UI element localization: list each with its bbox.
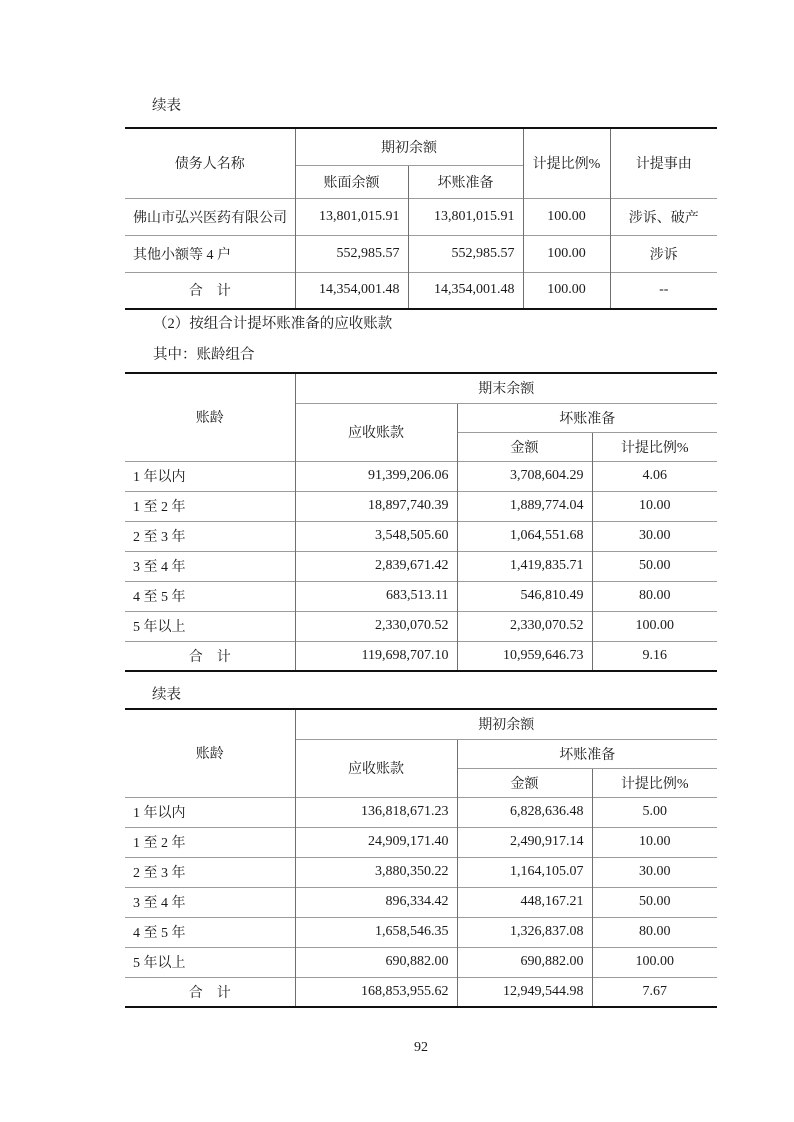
amount-value: 3,708,604.29 — [457, 461, 592, 491]
aging-label: 2 至 3 年 — [125, 857, 295, 887]
provision-value: 552,985.57 — [408, 235, 523, 272]
debtor-name: 佛山市弘兴医药有限公司 — [125, 198, 295, 235]
table-row — [125, 491, 717, 521]
aging-label: 1 至 2 年 — [125, 491, 295, 521]
column-header-provision-ratio: 计提比例% — [592, 432, 717, 461]
receivable-value: 683,513.11 — [295, 581, 457, 611]
column-header-provision-ratio: 计提比例% — [523, 128, 610, 198]
amount-value: 546,810.49 — [457, 581, 592, 611]
ratio-value: 10.00 — [592, 827, 717, 857]
column-header-beginning-balance: 期初余额 — [295, 709, 717, 739]
amount-value: 1,164,105.07 — [457, 857, 592, 887]
receivable-value: 896,334.42 — [295, 887, 457, 917]
debtor-name: 其他小额等 4 户 — [125, 235, 295, 272]
receivable-value: 690,882.00 — [295, 947, 457, 977]
continued-table-label-2: 续表 — [152, 687, 181, 703]
column-header-debtor: 债务人名称 — [174, 157, 245, 173]
ratio-value: 80.00 — [592, 581, 717, 611]
page-number: 92 — [414, 1040, 428, 1055]
amount-value: 2,490,917.14 — [457, 827, 592, 857]
table-row — [125, 198, 717, 235]
receivable-value: 2,330,070.52 — [295, 611, 457, 641]
provision-value: 13,801,015.91 — [408, 198, 523, 235]
table-row — [125, 917, 717, 947]
ratio-value: 100.00 — [523, 198, 610, 235]
receivable-value: 3,548,505.60 — [295, 521, 457, 551]
column-header-bad-debt-provision: 坏账准备 — [408, 165, 523, 198]
reason-value: 涉诉 — [610, 235, 717, 272]
total-amount: 12,949,544.98 — [457, 977, 592, 1007]
ratio-value: 100.00 — [592, 947, 717, 977]
aging-label: 1 至 2 年 — [125, 827, 295, 857]
table-row — [125, 827, 717, 857]
receivable-value: 24,909,171.40 — [295, 827, 457, 857]
receivable-value: 3,880,350.22 — [295, 857, 457, 887]
ratio-value: 4.06 — [592, 461, 717, 491]
table-header-row — [125, 709, 717, 739]
ratio-value: 50.00 — [592, 887, 717, 917]
column-header-bad-debt-provision: 坏账准备 — [457, 403, 717, 432]
ratio-value: 30.00 — [592, 521, 717, 551]
column-header-book-balance: 账面余额 — [295, 165, 408, 198]
total-ratio: 9.16 — [592, 641, 717, 671]
aging-label: 3 至 4 年 — [125, 551, 295, 581]
receivable-value: 91,399,206.06 — [295, 461, 457, 491]
table-total-row — [125, 272, 717, 309]
receivable-value: 1,658,546.35 — [295, 917, 457, 947]
ratio-value: 100.00 — [592, 611, 717, 641]
total-amount: 10,959,646.73 — [457, 641, 592, 671]
aging-label: 2 至 3 年 — [125, 521, 295, 551]
aging-label: 4 至 5 年 — [125, 581, 295, 611]
table-row — [125, 887, 717, 917]
column-header-provision-reason: 计提事由 — [610, 128, 717, 198]
total-reason: -- — [610, 272, 717, 309]
aging-ending-balance-table — [125, 372, 717, 672]
receivable-value: 18,897,740.39 — [295, 491, 457, 521]
amount-value: 1,064,551.68 — [457, 521, 592, 551]
total-receivable: 119,698,707.10 — [295, 641, 457, 671]
table-row — [125, 947, 717, 977]
column-header-aging: 账龄 — [195, 411, 224, 427]
table-row — [125, 797, 717, 827]
amount-value: 2,330,070.52 — [457, 611, 592, 641]
total-provision: 14,354,001.48 — [408, 272, 523, 309]
column-header-amount: 金额 — [457, 768, 592, 797]
column-header-amount: 金额 — [457, 432, 592, 461]
column-header-receivable: 应收账款 — [295, 739, 457, 797]
ratio-value: 5.00 — [592, 797, 717, 827]
total-label: 合 计 — [125, 272, 295, 309]
paragraph-aging-group: 其中：账龄组合 — [153, 347, 255, 363]
amount-value: 6,828,636.48 — [457, 797, 592, 827]
aging-label: 1 年以内 — [125, 461, 295, 491]
reason-value: 涉诉、破产 — [610, 198, 717, 235]
total-ratio: 100.00 — [523, 272, 610, 309]
total-receivable: 168,853,955.62 — [295, 977, 457, 1007]
book-balance-value: 552,985.57 — [295, 235, 408, 272]
receivable-value: 2,839,671.42 — [295, 551, 457, 581]
amount-value: 448,167.21 — [457, 887, 592, 917]
debtor-bad-debt-table — [125, 127, 717, 310]
column-header-aging: 账龄 — [195, 747, 224, 763]
table-row — [125, 461, 717, 491]
column-header-provision-ratio: 计提比例% — [592, 768, 717, 797]
amount-value: 690,882.00 — [457, 947, 592, 977]
ratio-value: 100.00 — [523, 235, 610, 272]
table-row — [125, 611, 717, 641]
table-total-row — [125, 641, 717, 671]
ratio-value: 10.00 — [592, 491, 717, 521]
aging-label: 5 年以上 — [125, 611, 295, 641]
table-header-row — [125, 128, 717, 165]
aging-beginning-balance-table — [125, 708, 717, 1008]
table-row — [125, 857, 717, 887]
column-header-receivable: 应收账款 — [295, 403, 457, 461]
total-label: 合 计 — [125, 641, 295, 671]
aging-label: 1 年以内 — [125, 797, 295, 827]
column-header-beginning-balance: 期初余额 — [295, 128, 523, 165]
table-row — [125, 521, 717, 551]
ratio-value: 80.00 — [592, 917, 717, 947]
amount-value: 1,889,774.04 — [457, 491, 592, 521]
paragraph-item-2: （2）按组合计提坏账准备的应收账款 — [153, 316, 393, 332]
table-total-row — [125, 977, 717, 1007]
aging-label: 5 年以上 — [125, 947, 295, 977]
aging-label: 3 至 4 年 — [125, 887, 295, 917]
table-row — [125, 551, 717, 581]
total-ratio: 7.67 — [592, 977, 717, 1007]
amount-value: 1,419,835.71 — [457, 551, 592, 581]
aging-label: 4 至 5 年 — [125, 917, 295, 947]
table-header-row — [125, 373, 717, 403]
table-row — [125, 581, 717, 611]
total-label: 合 计 — [125, 977, 295, 1007]
table-row — [125, 235, 717, 272]
ratio-value: 30.00 — [592, 857, 717, 887]
receivable-value: 136,818,671.23 — [295, 797, 457, 827]
continued-table-label-1: 续表 — [152, 98, 181, 114]
amount-value: 1,326,837.08 — [457, 917, 592, 947]
total-book-balance: 14,354,001.48 — [295, 272, 408, 309]
column-header-ending-balance: 期末余额 — [295, 373, 717, 403]
column-header-bad-debt-provision: 坏账准备 — [457, 739, 717, 768]
book-balance-value: 13,801,015.91 — [295, 198, 408, 235]
ratio-value: 50.00 — [592, 551, 717, 581]
